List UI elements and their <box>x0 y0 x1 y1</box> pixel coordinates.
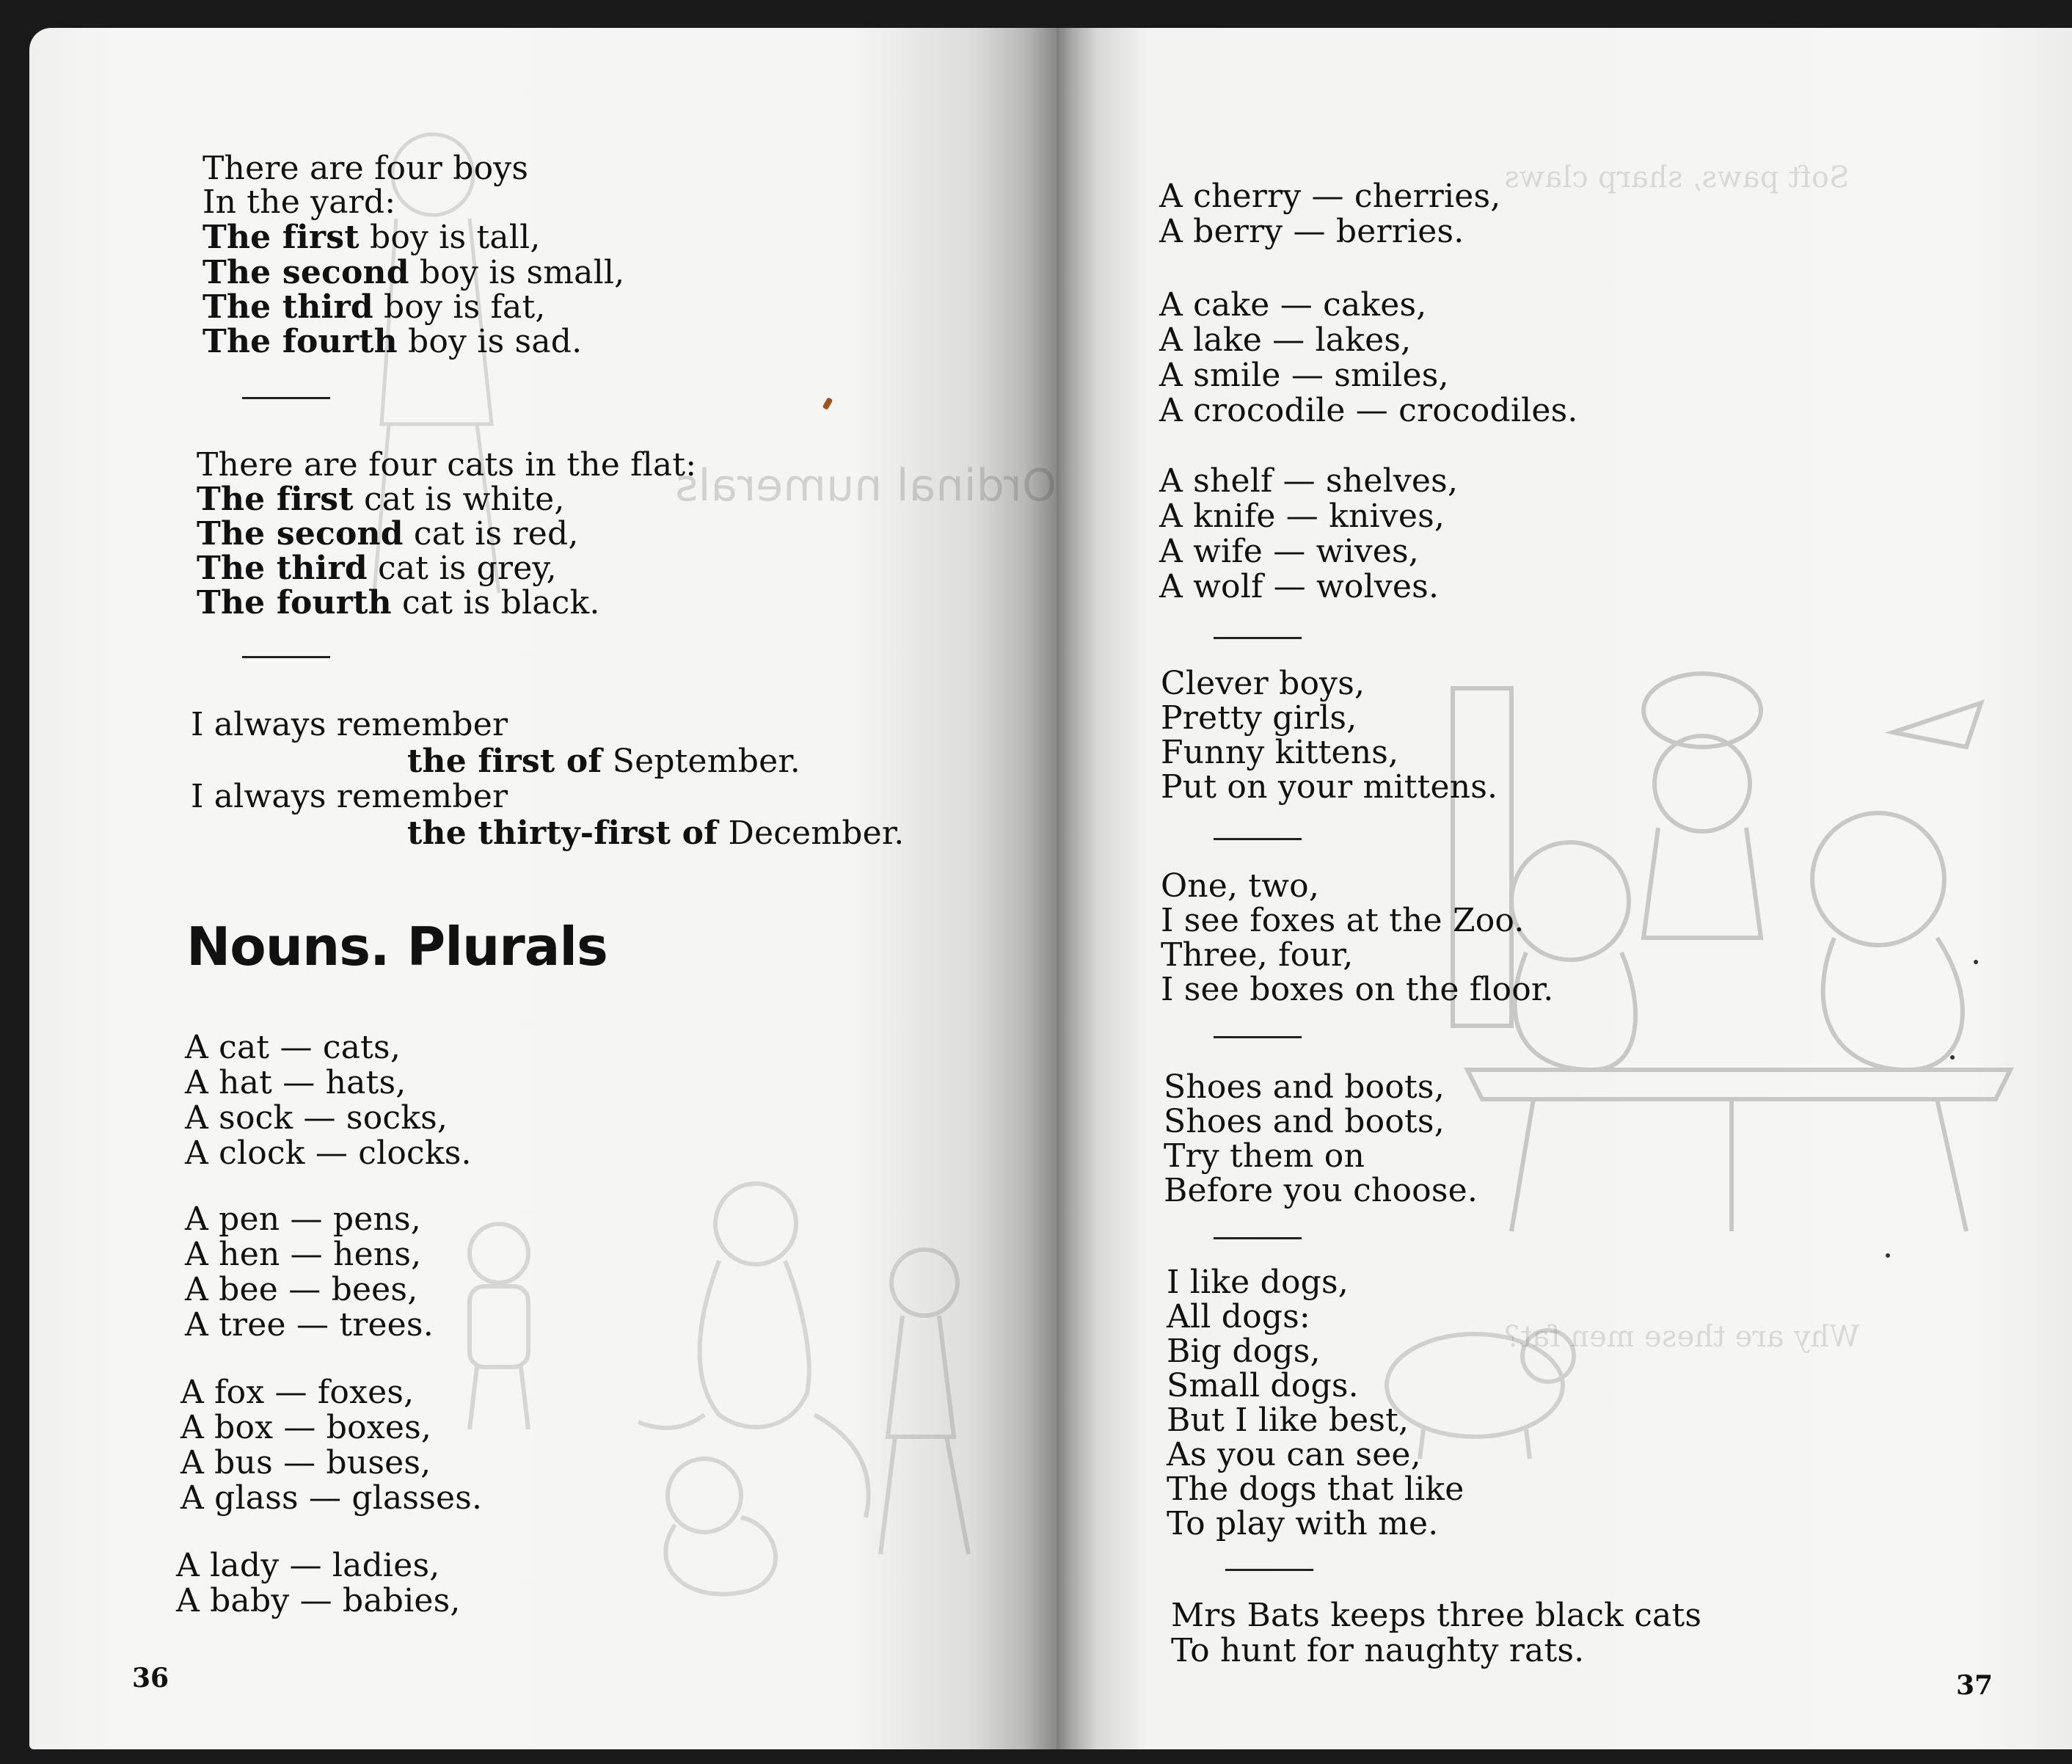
text-line: To hunt for naughty rats. <box>1171 1632 1585 1669</box>
line-rest: cat is grey, <box>367 550 557 587</box>
divider <box>242 656 330 658</box>
date-bold: the thirty-first of <box>407 814 718 852</box>
divider <box>1214 1237 1302 1239</box>
page-right <box>1057 28 2072 1749</box>
text-line: Put on your mittens. <box>1161 768 1498 806</box>
speck <box>1974 960 1978 964</box>
text-line <box>197 551 557 586</box>
line-rest: boy is sad. <box>397 323 583 360</box>
text-line: Clever boys, <box>1161 665 1365 702</box>
text-line: Pretty girls, <box>1161 699 1357 737</box>
section-heading: Nouns. Plurals <box>186 916 608 977</box>
text-line: As you can see, <box>1167 1436 1421 1473</box>
text-line: The dogs that like <box>1167 1470 1464 1508</box>
date-month: September. <box>602 743 800 780</box>
text-line: I always remember <box>191 706 508 743</box>
divider <box>1214 637 1302 639</box>
text-line: Three, four, <box>1161 936 1354 974</box>
text-line: Big dogs, <box>1167 1333 1321 1370</box>
text-line: A bus — buses, <box>180 1444 431 1481</box>
ordinal-word: The second <box>197 515 404 553</box>
ordinal-word: The third <box>203 288 373 326</box>
ordinal-word: The fourth <box>197 584 392 622</box>
divider <box>1214 838 1302 840</box>
text-line: A wife — wives, <box>1159 533 1419 570</box>
text-line <box>407 816 904 851</box>
text-line: A shelf — shelves, <box>1159 462 1459 500</box>
text-line <box>197 482 565 517</box>
text-line: Mrs Bats keeps three black cats <box>1171 1597 1702 1634</box>
text-line: A bee — bees, <box>185 1271 418 1308</box>
page-number: 36 <box>132 1663 169 1694</box>
text-line: But I like best, <box>1167 1402 1409 1439</box>
line-rest: cat is black. <box>391 584 600 622</box>
text-line: Shoes and boots, <box>1164 1068 1445 1106</box>
ink-mark <box>822 397 833 410</box>
show-through-text: Soft paws, sharp claws <box>1504 161 1850 194</box>
line-rest: boy is tall, <box>359 219 541 256</box>
text-line: A smile — smiles, <box>1159 357 1449 394</box>
text-line: A tree — trees. <box>185 1306 434 1344</box>
date-bold: the first of <box>407 743 602 780</box>
text-line: I see boxes on the floor. <box>1161 971 1554 1008</box>
text-line: I see foxes at the Zoo. <box>1161 902 1525 939</box>
text-line <box>203 220 541 255</box>
text-line: All dogs: <box>1167 1298 1310 1335</box>
text-line: A crocodile — crocodiles. <box>1159 392 1578 429</box>
text-line: A berry — berries. <box>1159 213 1464 250</box>
page-number: 37 <box>1956 1670 1993 1701</box>
text-line: A cherry — cherries, <box>1159 178 1501 215</box>
ordinal-word: The second <box>203 254 409 291</box>
line-rest: boy is small, <box>409 254 625 291</box>
show-through-text: Ordinal numerals <box>675 460 1057 511</box>
text-line: Funny kittens, <box>1161 734 1399 771</box>
text-line <box>197 517 579 552</box>
text-line: A knife — knives, <box>1159 498 1445 535</box>
text-line: I like dogs, <box>1167 1264 1349 1301</box>
text-line: A baby — babies, <box>176 1582 461 1619</box>
divider <box>1225 1569 1313 1571</box>
ordinal-word: The first <box>197 481 354 518</box>
text-line: Shoes and boots, <box>1164 1103 1445 1140</box>
text-line: I always remember <box>191 778 508 815</box>
text-line: To play with me. <box>1167 1505 1439 1542</box>
ordinal-word: The third <box>197 550 368 587</box>
text-line: A wolf — wolves. <box>1159 568 1440 605</box>
text-line: A lake — lakes, <box>1159 321 1412 359</box>
text-line <box>203 290 546 325</box>
text-line: A cake — cakes, <box>1159 286 1427 324</box>
pirates-feast-illustration <box>1423 659 2040 1246</box>
text-line: There are four cats in the flat: <box>197 446 697 484</box>
text-line: A cat — cats, <box>185 1029 401 1066</box>
text-line: There are four boys <box>203 150 529 187</box>
text-line: A hat — hats, <box>185 1064 406 1101</box>
text-line <box>203 324 582 360</box>
text-line: A lady — ladies, <box>176 1547 440 1584</box>
show-through-text: Why are these men fat? <box>1504 1320 1860 1354</box>
text-line: Try them on <box>1164 1137 1365 1175</box>
text-line: A fox — foxes, <box>180 1374 415 1411</box>
line-rest: cat is white, <box>353 481 565 518</box>
ordinal-word: The first <box>203 219 360 256</box>
line-rest: boy is fat, <box>373 288 546 326</box>
monkeys-illustration <box>572 1173 1027 1613</box>
date-month: December. <box>718 814 905 852</box>
speck <box>1886 1253 1890 1258</box>
text-line <box>407 744 800 779</box>
text-line: Small dogs. <box>1167 1367 1359 1404</box>
text-line: A box — boxes, <box>180 1409 432 1446</box>
ordinal-word: The fourth <box>203 323 398 360</box>
text-line: A sock — socks, <box>185 1099 448 1137</box>
text-line <box>197 586 600 621</box>
text-line: Before you choose. <box>1164 1172 1478 1209</box>
child-figure-illustration <box>426 1217 572 1437</box>
speck <box>1950 1055 1955 1060</box>
divider <box>242 397 330 399</box>
text-line: A pen — pens, <box>185 1200 421 1238</box>
text-line: A glass — glasses. <box>180 1479 483 1517</box>
text-line <box>203 255 624 291</box>
text-line: A clock — clocks. <box>185 1134 472 1172</box>
text-line: In the yard: <box>203 183 396 221</box>
text-line: A hen — hens, <box>185 1236 422 1273</box>
line-rest: cat is red, <box>403 515 579 553</box>
page-left <box>29 28 1057 1749</box>
divider <box>1214 1036 1302 1038</box>
text-line: One, two, <box>1161 867 1320 905</box>
